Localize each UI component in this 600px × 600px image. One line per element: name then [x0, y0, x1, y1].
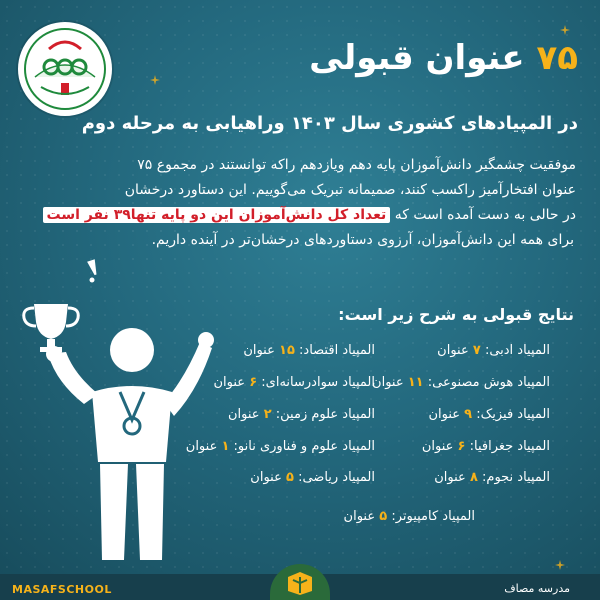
announcement-paragraph [20, 153, 576, 253]
result-item: المپیاد نجوم: ۸ عنوان [434, 470, 550, 485]
poster-subtitle: در المپیادهای کشوری سال ۱۴۰۳ وراهیابی به مرحله دوم [81, 113, 578, 134]
paragraph-text: در حالی به دست آمده است که [394, 207, 576, 223]
title-number: ۷۵ [536, 38, 578, 78]
trophy-icon [24, 304, 79, 352]
paragraph-line: عنوان افتخارآمیز راکسب کنند، صمیمانه تبریک می‌گوییم. این دستاورد درخشان [124, 182, 576, 198]
results-heading: نتایج قبولی به شرح زیر است: [338, 305, 574, 324]
result-item: المپیاد جغرافیا: ۶ عنوان [421, 439, 550, 454]
result-item: المپیاد ریاضی: ۵ عنوان [250, 470, 375, 485]
sparkle-icon [560, 25, 570, 35]
title-text: عنوان قبولی [309, 38, 525, 78]
result-item: المپیاد سوادرسانه‌ای: ۶ عنوان [213, 375, 375, 390]
school-logo [18, 22, 112, 116]
paragraph-line: موفقیت چشمگیر دانش‌آموزان پایه دهم ویازدهم راکه توانستند در مجموع ۷۵ [137, 157, 576, 173]
result-item: المپیاد هوش مصنوعی: ۱۱ عنوان [372, 375, 550, 390]
result-item: المپیاد فیزیک: ۹ عنوان [428, 407, 550, 422]
book-emblem-icon [285, 569, 315, 597]
result-item: المپیاد کامپیوتر: ۵ عنوان [343, 509, 475, 524]
poster-title [108, 40, 578, 77]
school-logo-icon [21, 25, 109, 113]
result-item: المپیاد علوم و فناوری نانو: ۱ عنوان [185, 439, 375, 454]
exclamation-icon [86, 258, 102, 284]
sparkle-icon [555, 560, 565, 570]
footer-school-name: مدرسه مصاف [504, 582, 570, 595]
footer-brand: MASAFSCHOOL [12, 583, 112, 596]
highlighted-text: تعداد کل دانش‌آموزان این دو پایه تنها۳۹ نفر است [43, 207, 391, 223]
paragraph-line: برای همه این دانش‌آموزان، آرزوی دستاوردهای درخشان‌تر در آینده داریم. [151, 232, 574, 248]
result-item: المپیاد اقتصاد: ۱۵ عنوان [243, 343, 375, 358]
result-item: المپیاد ادبی: ۷ عنوان [437, 343, 550, 358]
winner-figure [14, 292, 244, 562]
paragraph-line [20, 203, 576, 228]
result-item: المپیاد علوم زمین: ۲ عنوان [228, 407, 375, 422]
